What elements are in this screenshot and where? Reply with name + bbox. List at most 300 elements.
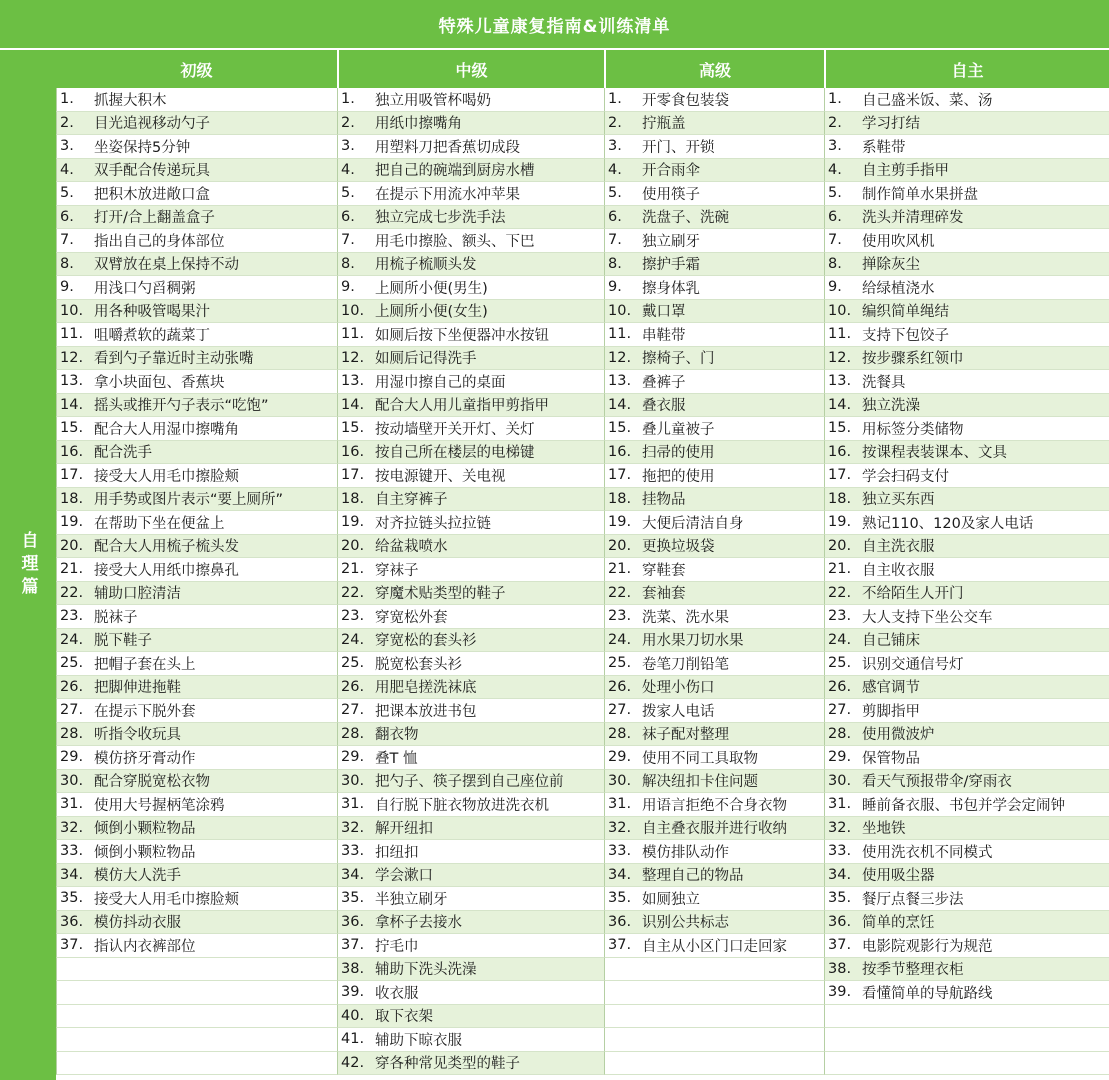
item-number: 20. — [341, 537, 365, 554]
checklist-item — [824, 112, 1109, 136]
item-number: 35. — [828, 890, 852, 907]
item-number: 27. — [341, 702, 365, 719]
checklist-item — [604, 441, 824, 465]
checklist-item — [824, 558, 1109, 582]
empty-cell — [824, 1028, 1109, 1052]
item-number: 31. — [828, 796, 852, 813]
item-text: 对齐拉链头拉拉链 — [375, 515, 491, 532]
item-text: 穿袜子 — [375, 562, 419, 579]
empty-cell — [824, 1005, 1109, 1029]
item-text: 拿杯子去接水 — [375, 915, 462, 932]
item-number: 29. — [608, 749, 632, 766]
item-number: 17. — [828, 467, 852, 484]
checklist-item — [337, 112, 604, 136]
item-number: 26. — [828, 678, 852, 695]
item-text: 接受大人用毛巾擦脸颊 — [94, 891, 239, 908]
item-number: 29. — [341, 749, 365, 766]
item-text: 收衣服 — [375, 985, 419, 1002]
checklist-item — [604, 276, 824, 300]
checklist-item — [337, 300, 604, 324]
empty-cell — [56, 981, 337, 1005]
checklist-item — [56, 770, 337, 794]
item-text: 自主穿裤子 — [375, 492, 448, 509]
item-number: 35. — [341, 890, 365, 907]
item-number: 14. — [341, 396, 365, 413]
item-text: 自行脱下脏衣物放进洗衣机 — [375, 797, 549, 814]
item-number: 12. — [608, 349, 632, 366]
checklist-item — [824, 981, 1109, 1005]
item-text: 咀嚼煮软的蔬菜丁 — [94, 327, 210, 344]
item-number: 8. — [608, 255, 622, 272]
checklist-item — [337, 323, 604, 347]
item-number: 15. — [608, 420, 632, 437]
checklist-item — [337, 793, 604, 817]
item-text: 辅助下晾衣服 — [375, 1032, 462, 1049]
item-number: 5. — [341, 185, 355, 202]
checklist-item — [337, 817, 604, 841]
item-number: 22. — [341, 584, 365, 601]
checklist-item — [337, 981, 604, 1005]
checklist-item — [604, 488, 824, 512]
checklist-item — [604, 817, 824, 841]
item-text: 保管物品 — [862, 750, 920, 767]
item-number: 27. — [828, 702, 852, 719]
item-text: 听指令收玩具 — [94, 727, 181, 744]
checklist-item — [56, 88, 337, 112]
item-number: 4. — [608, 161, 622, 178]
item-number: 2. — [608, 114, 622, 131]
checklist-item — [824, 488, 1109, 512]
item-text: 把课本放进书包 — [375, 703, 477, 720]
item-number: 6. — [60, 208, 74, 225]
item-number: 11. — [608, 326, 632, 343]
item-text: 打开/合上翻盖盒子 — [94, 210, 215, 227]
item-number: 34. — [341, 866, 365, 883]
item-text: 倾倒小颗粒物品 — [94, 844, 196, 861]
checklist-item — [604, 347, 824, 371]
item-number: 20. — [828, 537, 852, 554]
checklist-item — [824, 887, 1109, 911]
checklist-item — [337, 511, 604, 535]
item-number: 13. — [608, 373, 632, 390]
item-text: 洗餐具 — [862, 374, 906, 391]
item-number: 15. — [60, 420, 84, 437]
checklist-item — [824, 605, 1109, 629]
checklist-item — [56, 864, 337, 888]
item-number: 18. — [608, 490, 632, 507]
checklist-item — [824, 229, 1109, 253]
item-text: 熟记110、120及家人电话 — [862, 515, 1034, 532]
checklist-item — [337, 182, 604, 206]
item-number: 24. — [828, 631, 852, 648]
item-text: 模仿排队动作 — [642, 844, 729, 861]
item-text: 上厕所小便(女生) — [375, 304, 488, 321]
checklist-item — [604, 135, 824, 159]
item-number: 25. — [60, 655, 84, 672]
checklist-item — [824, 770, 1109, 794]
checklist-item — [337, 629, 604, 653]
item-number: 32. — [341, 819, 365, 836]
item-number: 9. — [60, 279, 74, 296]
column-header: 自主 — [824, 50, 1109, 88]
item-number: 19. — [608, 514, 632, 531]
checklist-item — [337, 911, 604, 935]
checklist-item — [824, 958, 1109, 982]
item-number: 35. — [608, 890, 632, 907]
item-number: 19. — [60, 514, 84, 531]
item-number: 33. — [60, 843, 84, 860]
item-text: 脱宽松套头衫 — [375, 656, 462, 673]
item-number: 29. — [60, 749, 84, 766]
item-text: 按课程表装课本、文具 — [862, 445, 1007, 462]
checklist-item — [824, 253, 1109, 277]
checklist-item — [337, 276, 604, 300]
item-number: 21. — [608, 561, 632, 578]
item-text: 开门、开锁 — [642, 139, 715, 156]
item-number: 6. — [828, 208, 842, 225]
item-text: 使用筷子 — [642, 186, 700, 203]
item-number: 2. — [60, 114, 74, 131]
item-number: 1. — [341, 91, 355, 108]
item-number: 21. — [828, 561, 852, 578]
item-number: 7. — [60, 232, 74, 249]
item-text: 双臂放在桌上保持不动 — [94, 257, 239, 274]
checklist-item — [56, 793, 337, 817]
item-text: 解开纽扣 — [375, 821, 433, 838]
checklist-item — [604, 417, 824, 441]
item-number: 37. — [60, 937, 84, 954]
item-number: 25. — [828, 655, 852, 672]
item-text: 洗盘子、洗碗 — [642, 210, 729, 227]
checklist-item — [604, 535, 824, 559]
item-text: 使用吹风机 — [862, 233, 935, 250]
item-number: 16. — [608, 443, 632, 460]
item-text: 拖把的使用 — [642, 468, 715, 485]
item-text: 学会扫码支付 — [862, 468, 949, 485]
item-text: 睡前备衣服、书包并学会定闹钟 — [862, 797, 1065, 814]
item-text: 脱下鞋子 — [94, 633, 152, 650]
checklist-item — [824, 135, 1109, 159]
checklist-item — [337, 770, 604, 794]
checklist-item — [56, 394, 337, 418]
item-text: 制作简单水果拼盘 — [862, 186, 978, 203]
item-number: 12. — [60, 349, 84, 366]
item-text: 在帮助下坐在便盆上 — [94, 515, 225, 532]
item-text: 按自己所在楼层的电梯键 — [375, 445, 535, 462]
item-text: 处理小伤口 — [642, 680, 715, 697]
checklist-item — [604, 911, 824, 935]
item-number: 33. — [828, 843, 852, 860]
item-number: 28. — [341, 725, 365, 742]
empty-cell — [56, 1028, 337, 1052]
item-text: 穿各种常见类型的鞋子 — [375, 1056, 520, 1073]
item-number: 38. — [341, 960, 365, 977]
page-title-bar — [0, 0, 1109, 48]
item-number: 2. — [828, 114, 842, 131]
checklist-item — [824, 464, 1109, 488]
item-number: 10. — [608, 302, 632, 319]
item-text: 自主收衣服 — [862, 562, 935, 579]
checklist-item — [56, 652, 337, 676]
item-text: 按电源键开、关电视 — [375, 468, 506, 485]
item-number: 5. — [828, 185, 842, 202]
item-number: 9. — [828, 279, 842, 296]
item-text: 把积木放进敞口盒 — [94, 186, 210, 203]
item-number: 23. — [828, 608, 852, 625]
item-text: 编织简单绳结 — [862, 304, 949, 321]
checklist-item — [337, 887, 604, 911]
item-text: 配合大人用梳子梳头发 — [94, 539, 239, 556]
item-number: 1. — [828, 91, 842, 108]
checklist-item — [824, 535, 1109, 559]
item-number: 11. — [828, 326, 852, 343]
item-number: 18. — [828, 490, 852, 507]
item-number: 36. — [341, 913, 365, 930]
item-text: 大便后清洁自身 — [642, 515, 744, 532]
item-number: 28. — [828, 725, 852, 742]
item-text: 挂物品 — [642, 492, 686, 509]
item-number: 22. — [608, 584, 632, 601]
item-text: 在提示下用流水冲苹果 — [375, 186, 520, 203]
checklist-item — [56, 112, 337, 136]
checklist-item — [56, 817, 337, 841]
checklist-item — [824, 629, 1109, 653]
checklist-item — [604, 652, 824, 676]
item-number: 39. — [828, 984, 852, 1001]
checklist-item — [337, 253, 604, 277]
item-number: 30. — [60, 772, 84, 789]
item-text: 识别交通信号灯 — [862, 656, 964, 673]
item-number: 6. — [608, 208, 622, 225]
checklist-item — [337, 88, 604, 112]
checklist-item — [604, 112, 824, 136]
item-number: 17. — [60, 467, 84, 484]
item-number: 17. — [341, 467, 365, 484]
checklist-item — [604, 723, 824, 747]
empty-cell — [604, 958, 824, 982]
item-text: 用梳子梳顺头发 — [375, 257, 477, 274]
item-text: 把帽子套在头上 — [94, 656, 196, 673]
item-text: 用水果刀切水果 — [642, 633, 744, 650]
empty-cell — [56, 1052, 337, 1076]
item-text: 擦身体乳 — [642, 280, 700, 297]
item-text: 配合洗手 — [94, 445, 152, 462]
item-number: 1. — [60, 91, 74, 108]
checklist-item — [337, 135, 604, 159]
item-text: 给绿植浇水 — [862, 280, 935, 297]
item-number: 25. — [608, 655, 632, 672]
item-text: 用湿巾擦自己的桌面 — [375, 374, 506, 391]
item-number: 15. — [341, 420, 365, 437]
item-number: 5. — [608, 185, 622, 202]
item-text: 穿魔术贴类型的鞋子 — [375, 586, 506, 603]
checklist-item — [824, 182, 1109, 206]
item-number: 11. — [341, 326, 365, 343]
checklist-item — [337, 558, 604, 582]
item-text: 倾倒小颗粒物品 — [94, 821, 196, 838]
column-header: 中级 — [337, 50, 604, 88]
item-text: 如厕后记得洗手 — [375, 351, 477, 368]
checklist-item — [604, 323, 824, 347]
item-number: 9. — [341, 279, 355, 296]
item-number: 19. — [828, 514, 852, 531]
checklist-item — [604, 229, 824, 253]
item-text: 卷笔刀削铅笔 — [642, 656, 729, 673]
checklist-item — [337, 370, 604, 394]
item-text: 把脚伸进拖鞋 — [94, 680, 181, 697]
item-text: 解决纽扣卡住问题 — [642, 774, 758, 791]
checklist-item — [824, 676, 1109, 700]
item-number: 32. — [608, 819, 632, 836]
checklist-item — [604, 300, 824, 324]
checklist-item — [604, 770, 824, 794]
checklist-item — [604, 629, 824, 653]
item-text: 叠儿童被子 — [642, 421, 715, 438]
empty-cell — [56, 958, 337, 982]
item-text: 把自己的碗端到厨房水槽 — [375, 163, 535, 180]
checklist-item — [337, 1052, 604, 1076]
item-number: 18. — [60, 490, 84, 507]
item-number: 3. — [608, 138, 622, 155]
item-text: 用塑料刀把香蕉切成段 — [375, 139, 520, 156]
checklist-item — [56, 370, 337, 394]
item-text: 双手配合传递玩具 — [94, 163, 210, 180]
item-number: 28. — [608, 725, 632, 742]
checklist-item — [56, 135, 337, 159]
item-text: 大人支持下坐公交车 — [862, 609, 993, 626]
checklist-item — [56, 347, 337, 371]
item-text: 独立买东西 — [862, 492, 935, 509]
item-text: 用手势或图片表示“要上厕所” — [94, 492, 284, 509]
item-number: 3. — [828, 138, 842, 155]
item-text: 叠裤子 — [642, 374, 686, 391]
item-number: 27. — [60, 702, 84, 719]
item-text: 接受大人用纸巾擦鼻孔 — [94, 562, 239, 579]
item-text: 学习打结 — [862, 116, 920, 133]
item-number: 27. — [608, 702, 632, 719]
item-text: 坐姿保持5分钟 — [94, 139, 191, 156]
checklist-item — [56, 535, 337, 559]
item-text: 看懂简单的导航路线 — [862, 985, 993, 1002]
item-text: 看到勺子靠近时主动张嘴 — [94, 351, 254, 368]
item-text: 模仿抖动衣服 — [94, 915, 181, 932]
checklist-item — [56, 488, 337, 512]
item-number: 37. — [341, 937, 365, 954]
item-text: 拧毛巾 — [375, 938, 419, 955]
item-number: 39. — [341, 984, 365, 1001]
item-number: 15. — [828, 420, 852, 437]
checklist-item — [56, 605, 337, 629]
item-text: 辅助下洗头洗澡 — [375, 962, 477, 979]
item-text: 拨家人电话 — [642, 703, 715, 720]
item-text: 独立完成七步洗手法 — [375, 210, 506, 227]
checklist-item — [824, 347, 1109, 371]
item-number: 5. — [60, 185, 74, 202]
item-text: 剪脚指甲 — [862, 703, 920, 720]
checklist-item — [604, 676, 824, 700]
item-text: 扣纽扣 — [375, 844, 419, 861]
item-number: 25. — [341, 655, 365, 672]
item-text: 拿小块面包、香蕉块 — [94, 374, 225, 391]
item-number: 7. — [608, 232, 622, 249]
item-text: 支持下包饺子 — [862, 327, 949, 344]
checklist-item — [824, 699, 1109, 723]
item-text: 洗头并清理碎发 — [862, 210, 964, 227]
item-number: 12. — [828, 349, 852, 366]
item-text: 目光追视移动勺子 — [94, 116, 210, 133]
item-text: 用标签分类储物 — [862, 421, 964, 438]
checklist-item — [56, 934, 337, 958]
item-number: 3. — [60, 138, 74, 155]
checklist-item — [337, 746, 604, 770]
item-text: 自主从小区门口走回家 — [642, 938, 787, 955]
item-text: 整理自己的物品 — [642, 868, 744, 885]
checklist-item — [56, 441, 337, 465]
item-number: 13. — [341, 373, 365, 390]
item-text: 电影院观影行为规范 — [862, 938, 993, 955]
item-text: 使用微波炉 — [862, 727, 935, 744]
item-text: 接受大人用毛巾擦脸颊 — [94, 468, 239, 485]
item-text: 用浅口勺舀稠粥 — [94, 280, 196, 297]
item-number: 31. — [60, 796, 84, 813]
item-text: 餐厅点餐三步法 — [862, 891, 964, 908]
checklist-item — [337, 394, 604, 418]
item-number: 16. — [60, 443, 84, 460]
checklist-item — [337, 1028, 604, 1052]
item-number: 37. — [828, 937, 852, 954]
item-number: 32. — [828, 819, 852, 836]
item-number: 34. — [60, 866, 84, 883]
checklist-item — [56, 887, 337, 911]
item-text: 擦护手霜 — [642, 257, 700, 274]
item-number: 26. — [608, 678, 632, 695]
checklist-item — [56, 229, 337, 253]
empty-cell — [604, 1028, 824, 1052]
item-number: 42. — [341, 1054, 365, 1071]
item-number: 41. — [341, 1031, 365, 1048]
item-text: 看天气预报带伞/穿雨衣 — [862, 774, 1012, 791]
item-text: 坐地铁 — [862, 821, 906, 838]
item-number: 33. — [608, 843, 632, 860]
checklist-item — [604, 558, 824, 582]
item-number: 7. — [341, 232, 355, 249]
checklist-item — [56, 300, 337, 324]
checklist-item — [56, 276, 337, 300]
item-number: 8. — [60, 255, 74, 272]
item-text: 指认内衣裤部位 — [94, 938, 196, 955]
item-number: 12. — [341, 349, 365, 366]
item-number: 17. — [608, 467, 632, 484]
checklist-item — [337, 676, 604, 700]
item-number: 11. — [60, 326, 84, 343]
item-number: 14. — [828, 396, 852, 413]
training-checklist-table — [56, 50, 1109, 1080]
item-number: 23. — [608, 608, 632, 625]
item-text: 使用不同工具取物 — [642, 750, 758, 767]
item-text: 开合雨伞 — [642, 163, 700, 180]
checklist-item — [824, 370, 1109, 394]
item-text: 按动墙壁开关开灯、关灯 — [375, 421, 535, 438]
item-number: 32. — [60, 819, 84, 836]
checklist-item — [824, 88, 1109, 112]
item-text: 辅助口腔清洁 — [94, 586, 181, 603]
empty-cell — [604, 1052, 824, 1076]
checklist-item — [337, 723, 604, 747]
checklist-item — [337, 934, 604, 958]
checklist-item — [337, 347, 604, 371]
item-text: 套袖套 — [642, 586, 686, 603]
item-text: 穿宽松的套头衫 — [375, 633, 477, 650]
